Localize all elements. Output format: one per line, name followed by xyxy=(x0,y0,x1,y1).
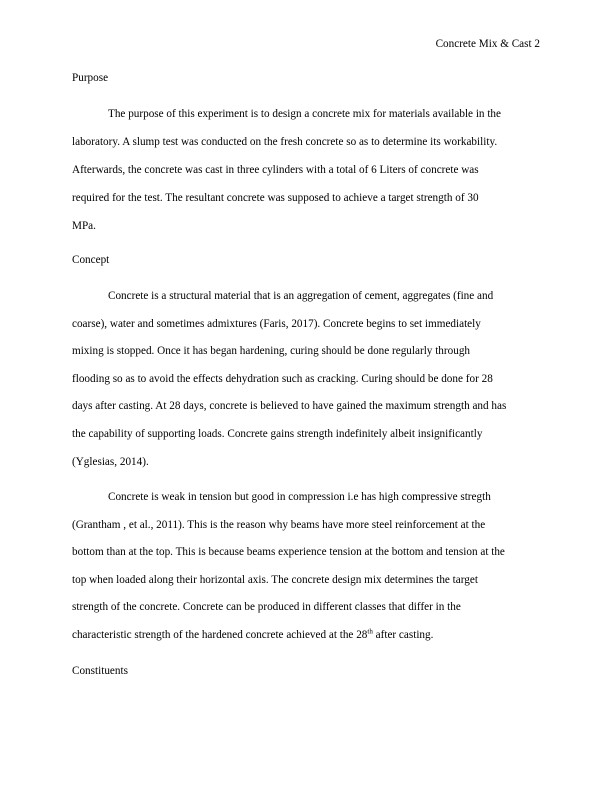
paragraph-line: Afterwards, the concrete was cast in three cylinders with a total of 6 Liters of concrete was xyxy=(72,164,479,176)
heading-concept: Concept xyxy=(72,254,110,266)
paragraph-line: flooding so as to avoid the effects dehydration such as cracking. Curing should be done for 28 xyxy=(72,373,493,385)
paragraph-line: top when loaded along their horizontal axis. The concrete design mix determines the target xyxy=(72,574,478,586)
paragraph-line: (Grantham , et al., 2011). This is the reason why beams have more steel reinforcement at the xyxy=(72,519,486,531)
paragraph-line: the capability of supporting loads. Concrete gains strength indefinitely albeit insignificantly xyxy=(72,428,483,440)
heading-purpose: Purpose xyxy=(72,72,109,84)
paragraph-line: (Yglesias, 2014). xyxy=(72,456,149,468)
paragraph-line: coarse), water and sometimes admixtures (Faris, 2017). Concrete begins to set immediately xyxy=(72,318,481,330)
ordinal-superscript: th xyxy=(367,627,373,636)
paragraph-line-with-superscript xyxy=(72,629,433,641)
paragraph-line: required for the test. The resultant concrete was supposed to achieve a target strength of 30 xyxy=(72,192,479,204)
heading-constituents: Constituents xyxy=(72,665,128,677)
paragraph-line: laboratory. A slump test was conducted on the fresh concrete so as to determine its workability. xyxy=(72,136,498,148)
paragraph-line: bottom than at the top. This is because beams experience tension at the bottom and tension at the xyxy=(72,546,505,558)
paragraph-line: days after casting. At 28 days, concrete is believed to have gained the maximum strength and has xyxy=(72,400,507,412)
paragraph-line: strength of the concrete. Concrete can be produced in different classes that differ in the xyxy=(72,601,461,613)
paragraph-line: mixing is stopped. Once it has began hardening, curing should be done regularly through xyxy=(72,345,471,357)
paragraph-line: Concrete is a structural material that is an aggregation of cement, aggregates (fine and xyxy=(108,290,494,302)
paragraph-line: Concrete is weak in tension but good in compression i.e has high compressive stregth xyxy=(108,491,491,503)
running-head: Concrete Mix & Cast 2 xyxy=(435,38,540,50)
paragraph-line: MPa. xyxy=(72,220,96,232)
paragraph-line: The purpose of this experiment is to design a concrete mix for materials available in the xyxy=(108,108,501,120)
line-text: after casting. xyxy=(372,629,434,641)
line-text: characteristic strength of the hardened concrete achieved at the 28 xyxy=(72,629,368,641)
